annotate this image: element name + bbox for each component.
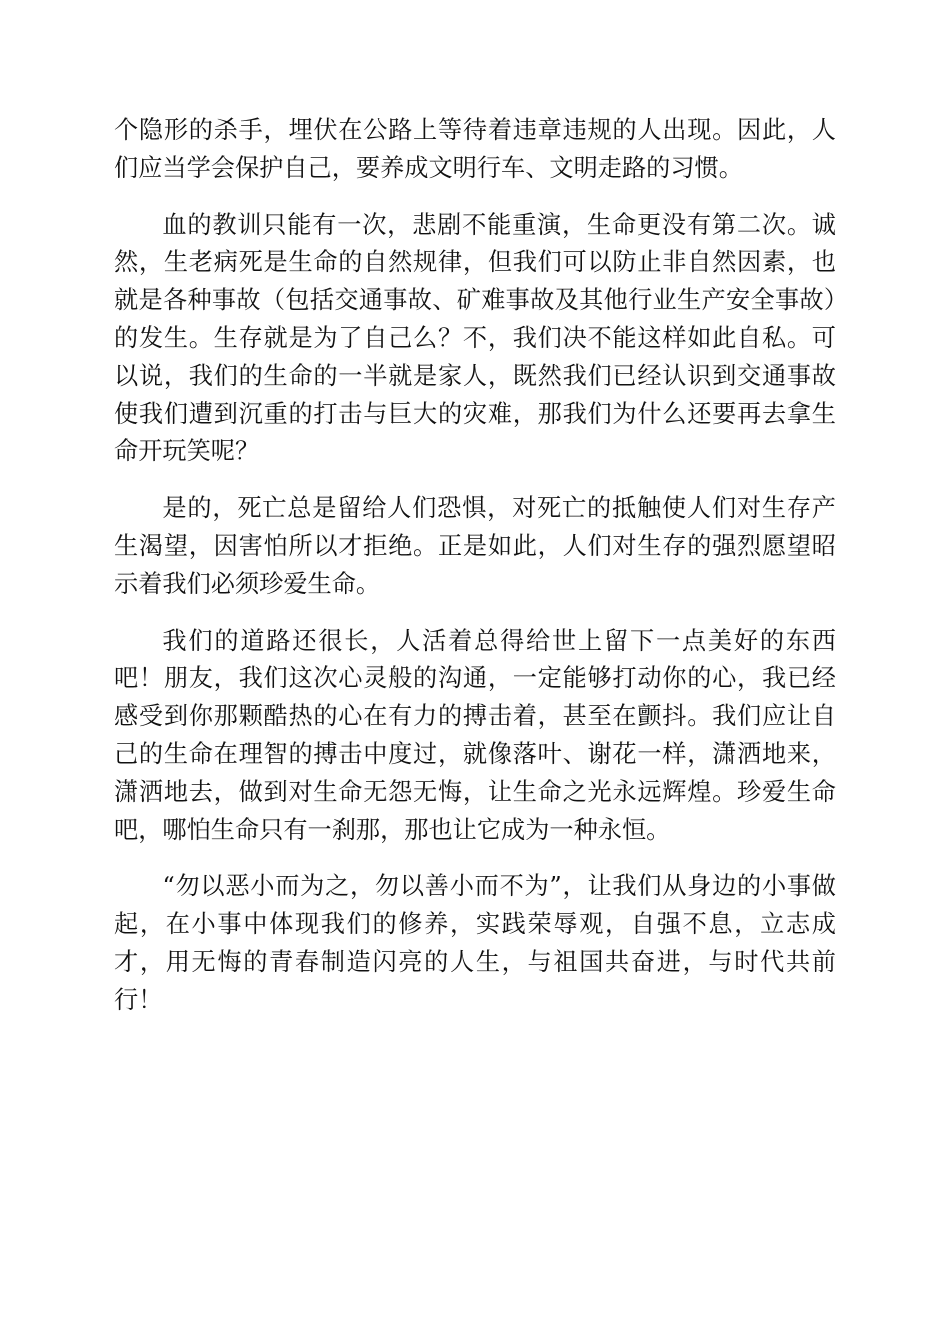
document-body: [114, 112, 836, 1039]
paragraph-5: “勿以恶小而为之，勿以善小而不为”，让我们从身边的小事做起，在小事中体现我们的修养，实践荣辱观，自强不息，立志成才，用无悔的青春制造闪亮的人生，与祖国共奋进，与时代共前行！: [114, 872, 836, 1014]
paragraph-4: 我们的道路还很长，人活着总得给世上留下一点美好的东西吧！朋友，我们这次心灵般的沟通，一定能够打动你的心，我已经感受到你那颗酷热的心在有力的搏击着，甚至在颤抖。我们应让自己的生命在理智的搏击中度过，就像落叶、谢花一样，潇洒地来，潇洒地去，做到对生命无怨无悔，让生命之光永远辉煌。珍爱生命吧，哪怕生命只有一刹那，那也让它成为一种永恒。: [114, 626, 836, 844]
paragraph-1: 个隐形的杀手，埋伏在公路上等待着违章违规的人出现。因此，人们应当学会保护自己，要养成文明行车、文明走路的习惯。: [114, 116, 836, 182]
paragraph-2: 血的教训只能有一次，悲剧不能重演，生命更没有第二次。诚然，生老病死是生命的自然规律，但我们可以防止非自然因素，也就是各种事故（包括交通事故、矿难事故及其他行业生产安全事故）的发生。生存就是为了自己么？不，我们决不能这样如此自私。可以说，我们的生命的一半就是家人，既然我们已经认识到交通事故使我们遭到沉重的打击与巨大的灾难，那我们为什么还要再去拿生命开玩笑呢？: [114, 210, 836, 466]
paragraph-3: 是的，死亡总是留给人们恐惧，对死亡的抵触使人们对生存产生渴望，因害怕所以才拒绝。正是如此，人们对生存的强烈愿望昭示着我们必须珍爱生命。: [114, 494, 836, 598]
